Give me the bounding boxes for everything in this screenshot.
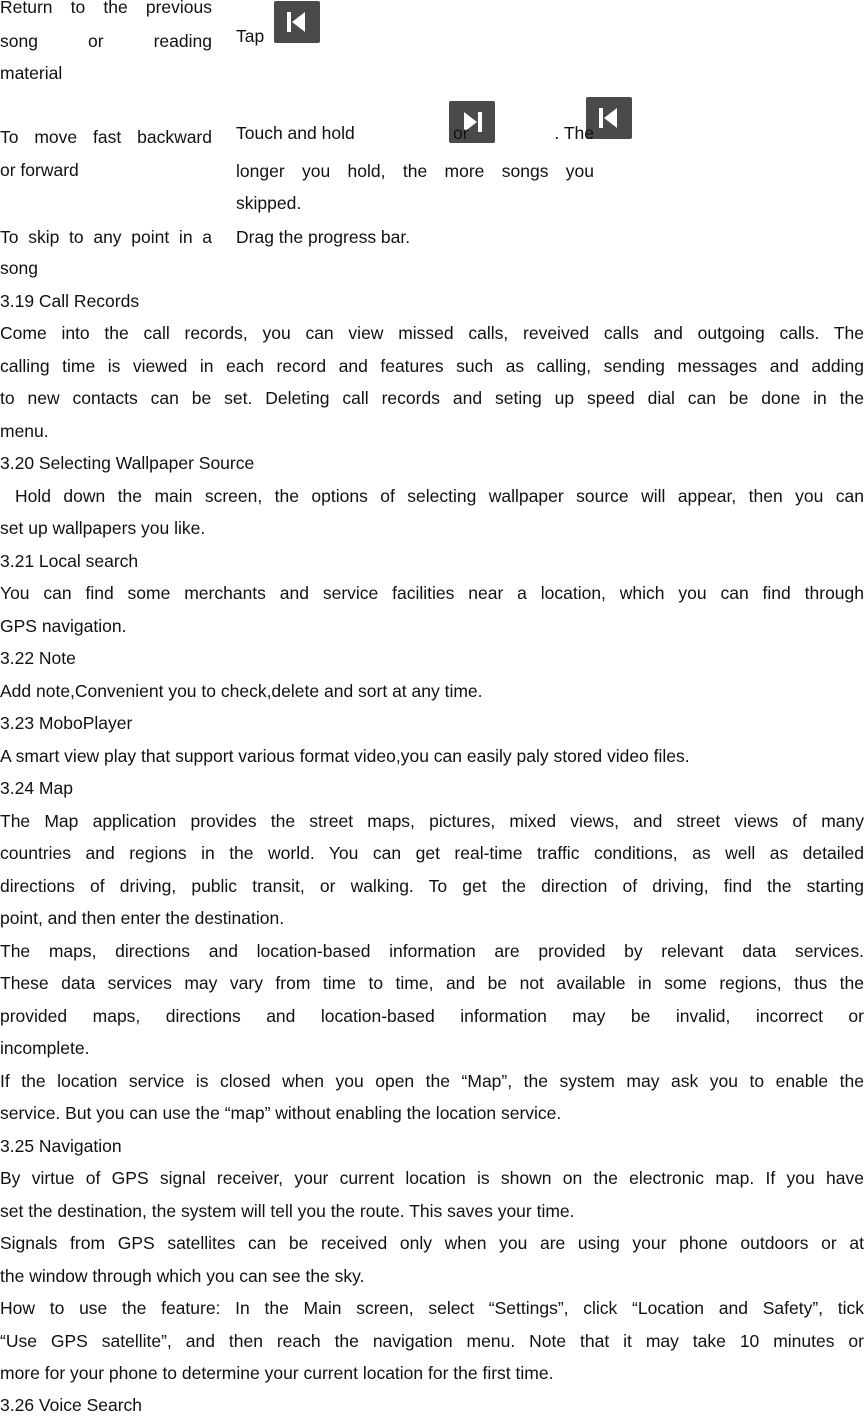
paragraph-line: to new contacts can be set. Deleting call records and seting up speed dial can be done in the: [0, 388, 864, 408]
paragraph-line: Add note,Convenient you to check,delete and sort at any time.: [0, 681, 483, 701]
row1-instruction: Tap: [236, 26, 265, 46]
paragraph-line: These data services may vary from time to time, and be not available in some regions, thus the: [0, 973, 864, 993]
paragraph-line: calling time is viewed in each record and features such as calling, sending messages and adding: [0, 356, 864, 376]
paragraph-line: incomplete.: [0, 1038, 90, 1058]
paragraph-line: How to use the feature: In the Main screen, select “Settings”, click “Location and Safety”, tick: [0, 1298, 864, 1318]
paragraph-line: By virtue of GPS signal receiver, your current location is shown on the electronic map. If you have: [0, 1168, 864, 1188]
paragraph-line: Signals from GPS satellites can be received only when you are using your phone outdoors or at: [0, 1233, 864, 1253]
paragraph-line: directions of driving, public transit, or walking. To get the direction of driving, find the starting: [0, 876, 864, 896]
paragraph-line: service. But you can use the “map” without enabling the location service.: [0, 1103, 562, 1123]
section-3-22-heading: 3.22 Note: [0, 648, 76, 668]
previous-track-icon: [274, 1, 320, 43]
paragraph-line: menu.: [0, 421, 49, 441]
section-3-23-heading: 3.23 MoboPlayer: [0, 713, 133, 733]
row1-action-line2: song or reading: [0, 31, 212, 51]
paragraph-line: set the destination, the system will tell you the route. This saves your time.: [0, 1201, 575, 1221]
paragraph-line: GPS navigation.: [0, 616, 127, 636]
row1-action-line1: Return to the previous: [0, 0, 212, 17]
paragraph-line: You can find some merchants and service facilities near a location, which you can find through: [0, 583, 864, 603]
row3-action-line1: To skip to any point in a: [0, 227, 212, 247]
row3-instruction: Drag the progress bar.: [236, 227, 411, 247]
paragraph-line: set up wallpapers you like.: [0, 518, 206, 538]
section-3-26-heading: 3.26 Voice Search: [0, 1395, 143, 1415]
row3-action-line2: song: [0, 258, 38, 278]
row2-action-line1: To move fast backward: [0, 127, 212, 147]
paragraph-line: the window through which you can see the sky.: [0, 1266, 365, 1286]
section-3-25-heading: 3.25 Navigation: [0, 1136, 122, 1156]
section-3-19-heading: 3.19 Call Records: [0, 291, 140, 311]
paragraph-line: point, and then enter the destination.: [0, 908, 285, 928]
paragraph-line: more for your phone to determine your current location for the first time.: [0, 1363, 554, 1383]
section-3-20-heading: 3.20 Selecting Wallpaper Source: [0, 453, 255, 473]
row2-the-text: . The: [554, 123, 594, 143]
row2-action-line2: or forward: [0, 160, 79, 180]
row2-or-text: or: [453, 123, 469, 143]
paragraph-line: “Use GPS satellite”, and then reach the navigation menu. Note that it may take 10 minutes or: [0, 1331, 864, 1351]
section-3-21-heading: 3.21 Local search: [0, 551, 139, 571]
row2-touch-hold-text: Touch and hold: [236, 123, 355, 143]
paragraph-line: The Map application provides the street maps, pictures, mixed views, and street views of many: [0, 811, 864, 831]
paragraph-line: If the location service is closed when you open the “Map”, the system may ask you to enable the: [0, 1071, 864, 1091]
media-controls-table: [0, 0, 864, 278]
paragraph-line: provided maps, directions and location-based information may be invalid, incorrect or: [0, 1006, 864, 1026]
row2-instruction-line2: longer you hold, the more songs you: [236, 161, 594, 181]
paragraph-line: A smart view play that support various format video,you can easily paly stored video files.: [0, 746, 690, 766]
paragraph-line: The maps, directions and location-based information are provided by relevant data services.: [0, 941, 864, 961]
row1-action-line3: material: [0, 63, 63, 83]
paragraph-line: Hold down the main screen, the options of selecting wallpaper source will appear, then you can: [15, 486, 864, 506]
section-3-24-heading: 3.24 Map: [0, 778, 73, 798]
paragraph-line: Come into the call records, you can view missed calls, reveived calls and outgoing calls. The: [0, 323, 864, 343]
paragraph-line: countries and regions in the world. You can get real-time traffic conditions, as well as detailed: [0, 843, 864, 863]
row2-instruction-line3: skipped.: [236, 193, 302, 213]
